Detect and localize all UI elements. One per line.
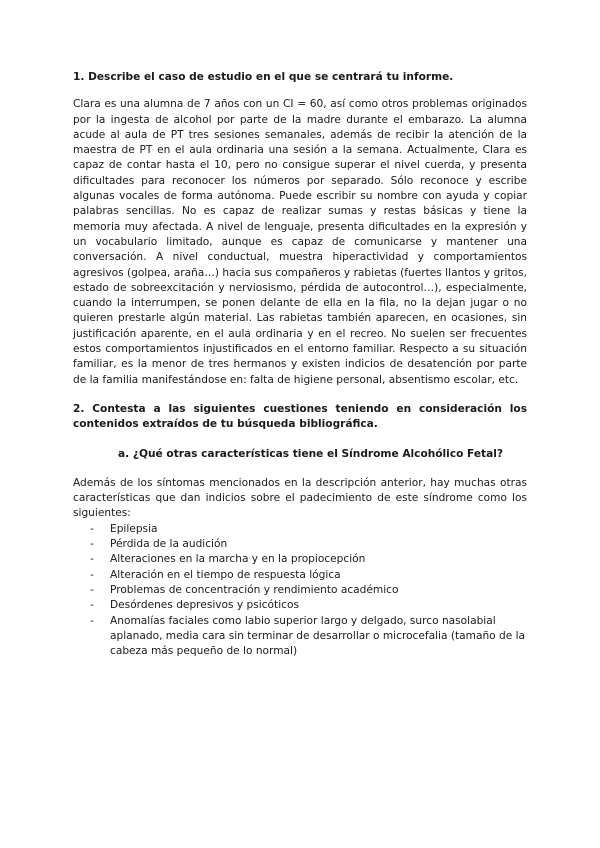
list-bullet: -: [90, 599, 94, 612]
spacer: [73, 388, 527, 402]
question-a-heading: a. ¿Qué otras características tiene el Síndrome Alcohólico Fetal?: [118, 447, 504, 460]
list-item: [73, 598, 527, 613]
list-bullet: -: [90, 583, 94, 596]
list-item: [73, 614, 527, 660]
list-item: [73, 568, 527, 583]
list-bullet: -: [90, 522, 94, 535]
list-item-text: Alteraciones en la marcha y en la propiocepción: [110, 553, 366, 566]
list-bullet: -: [90, 614, 94, 627]
document-body: [73, 70, 527, 659]
list-item: [73, 537, 527, 552]
characteristics-list: [73, 522, 527, 660]
list-item: [73, 583, 527, 598]
list-bullet: -: [90, 553, 94, 566]
list-bullet: -: [90, 568, 94, 581]
list-item: [73, 552, 527, 567]
list-item-text: Problemas de concentración y rendimiento académico: [110, 583, 399, 596]
characteristics-intro: Además de los síntomas mencionados en la descripción anterior, hay muchas otras características que dan indicios sobre el padecimiento de este síndrome como los siguientes:: [73, 476, 527, 520]
list-item: [73, 522, 527, 537]
list-bullet: -: [90, 538, 94, 551]
spacer: [73, 433, 527, 447]
section-2-heading: 2. Contesta a las siguientes cuestiones teniendo en consideración los contenidos extraídos de tu búsqueda bibliográfica.: [73, 402, 527, 431]
spacer: [73, 462, 527, 476]
list-item-text: Desórdenes depresivos y psicóticos: [110, 599, 299, 612]
list-item-text: Anomalías faciales como labio superior largo y delgado, surco nasolabial aplanado, media cara sin terminar de desarrollar o microcefalia (tamaño de la cabeza más pequeño de lo normal): [110, 614, 526, 658]
spacer: [73, 85, 527, 97]
list-item-text: Epilepsia: [110, 522, 158, 535]
list-item-text: Alteración en el tiempo de respuesta lógica: [110, 568, 341, 581]
section-1-heading: 1. Describe el caso de estudio en el que se centrará tu informe.: [73, 71, 454, 83]
case-study-paragraph: Clara es una alumna de 7 años con un CI = 60, así como otros problemas originados por la ingesta de alcohol por parte de la madre durante el embarazo. La alumna acude al aula de PT tres sesiones semanales, además de recibir la atención de la maestra de PT en el aula ordinaria una sesión a la semana. Actualmente, Clara es capaz de contar hasta el 10, pero no consigue superar el nivel cuerda, y presenta dificultades para reconocer los números por separado. Sólo reconoce y escribe algunas vocales de forma autónoma. Puede escribir su nombre con ayuda y copiar palabras sencillas. No es capaz de realizar sumas y restas básicas y tiene la memoria muy afectada. A nivel de lenguaje, presenta dificultades en la expresión y un vocabulario limitado, aunque es capaz de comunicarse y mantener una conversación. A nivel conductual, muestra hiperactividad y comportamientos agresivos (golpea, araña…) hacia sus compañeros y rabietas (fuertes llantos y gritos, estado de sobreexcitación y nerviosismo, pérdida de autocontrol…), especialmente, cuando la interrumpen, se ponen delante de ella en la fila, no la dejan jugar o no quieren prestarle algún material. Las rabietas también aparecen, en ocasiones, sin justificación aparente, en el aula ordinaria y en el recreo. No suelen ser frecuentes estos comportamientos injustificados en el entorno familiar. Respecto a su situación familiar, es la menor de tres hermanos y existen indicios de desatención por parte de la familia manifestándose en: falta de higiene personal, absentismo escolar, etc.: [73, 98, 527, 386]
list-item-text: Pérdida de la audición: [110, 538, 228, 551]
